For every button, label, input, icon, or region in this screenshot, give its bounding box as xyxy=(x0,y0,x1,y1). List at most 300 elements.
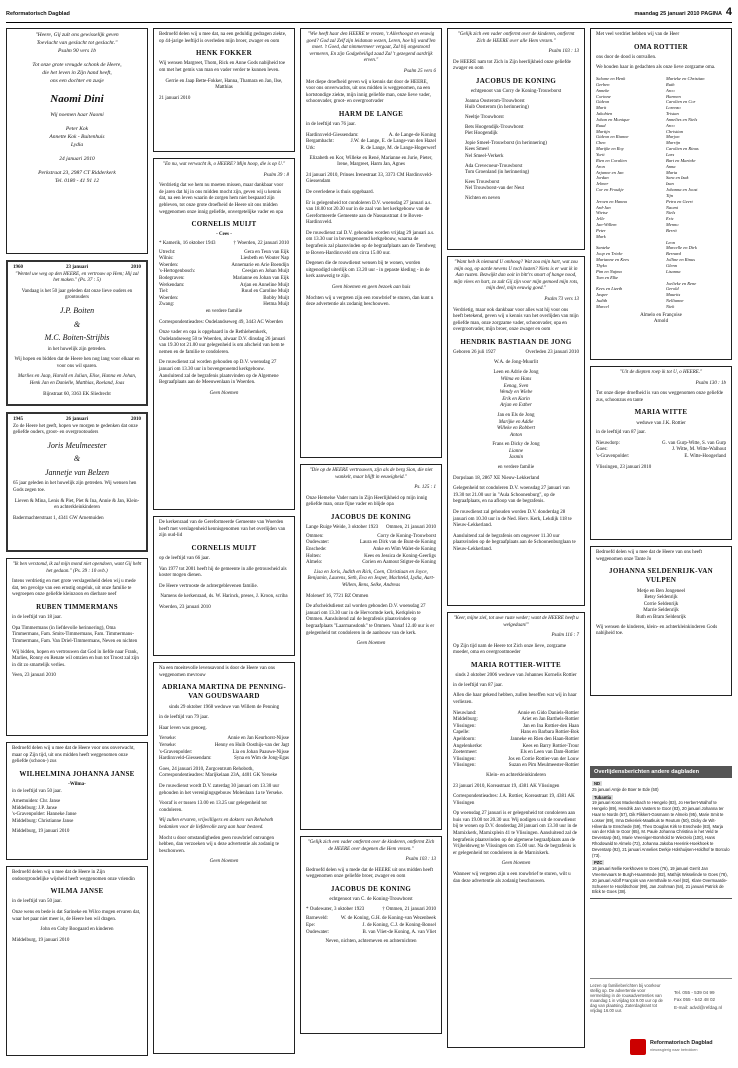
address: Badermachterstraat 1, 4341 GW Arnemuiden xyxy=(13,515,104,521)
text: De rouwdienst zal worden gehouden op D.V. woensdag 27 januari om 13.30 uur in bovengenoemd kerkgebouw. Aansluitend zal de begrafenis plaatsvinden op de Algemene Begraafplaats aan de Meeuwenlaan in Woerden. xyxy=(159,360,279,386)
text: Klein- en achterkleinkinderen xyxy=(486,772,546,778)
address: Dorpslaan 18, 2867 XE Nieuw-Lekkerland xyxy=(453,475,540,481)
grandchildren: Lisa en Joris, Judith en Rick, Coen, Christiaan en Joyce, Benjamin, Laurens, Seth, Eva en Jesper, Machteld, Lydia, Aart-Willem, Rens, Selke, Andreas xyxy=(307,569,435,588)
family-member: Metje en Ben Jongeneel xyxy=(636,588,686,594)
obituary-jacobus-de-koning-3 xyxy=(447,28,585,250)
obituary-de-penning xyxy=(153,662,295,1054)
grandchild-name: Sara en Izak xyxy=(666,175,689,181)
family-place: Zoetermeer: xyxy=(453,750,478,756)
grandchild-name: Jeroen en Hanna xyxy=(596,198,627,204)
nickname: - Cees - xyxy=(216,232,232,238)
family-member: J. Witte, M. Witte-Walhout xyxy=(671,447,726,453)
other-newspapers-panel xyxy=(590,766,732,899)
anniversary-boiten xyxy=(6,260,148,406)
death: Ommen, 21 januari 2010 xyxy=(386,525,436,531)
family-place: Hardinxveld-Giessendam: xyxy=(159,756,212,762)
address: Goes, 24 januari 2010, Zorgcentrum Rehoboth, Correspondentieadres: Marijkelaan 23A, 4401 GK Yerseke xyxy=(159,766,278,779)
email-link[interactable]: E-mail: advd@refdag.nl xyxy=(674,1004,723,1010)
verse-ref: Psalm 90 vers 1b xyxy=(57,47,97,54)
grandchild-name: Johan en Monique xyxy=(596,116,630,122)
family-member: A. de Lange-de Koning xyxy=(388,132,436,138)
paper-name: Reformatorisch Dagblad xyxy=(6,11,70,17)
family-place: Yerseke: xyxy=(159,736,177,742)
grandchild-name: Pim en Najma xyxy=(596,268,622,274)
grandchild-name: Johanna en Joost xyxy=(666,187,698,193)
grandchild-name: Arco xyxy=(666,87,675,93)
text: in de leeftijd van 50 jaar. xyxy=(12,788,62,794)
column-1 xyxy=(6,28,148,1062)
text: Vooraf is er tussen 13.00 en 13.25 uur gelegenheid tot condoleren. xyxy=(159,801,267,813)
grandchild-name: Salome en Henk xyxy=(596,76,626,82)
grandchild-name: Ruth xyxy=(666,81,675,87)
address: Molenerf 16, 7721 BZ Ommen xyxy=(306,593,369,599)
couple-name: J.P. Boiten xyxy=(59,305,95,315)
family-place: Woerden: xyxy=(159,295,179,301)
newspaper-label: ND xyxy=(594,781,601,786)
grandchild-name: Petra en Geert xyxy=(666,198,693,204)
family-place: Bergambacht: xyxy=(306,139,334,145)
family-place: Oudewater: xyxy=(306,929,330,935)
family-member: Willeke en Robbert xyxy=(496,426,536,432)
grandchild-name: Marjon xyxy=(666,134,680,140)
text: Vandaag is het 50 jaar geleden dat onze lieve ouders en grootouders xyxy=(21,288,133,301)
text: in de leeftijd van 76 jaar. xyxy=(306,122,356,128)
deceased-name: JACOBUS DE KONING xyxy=(475,76,557,85)
obituary-jacobus-de-koning-2 xyxy=(300,836,442,1034)
obituary-jacobus-de-koning xyxy=(300,464,442,830)
text: in de leeftijd van 79 jaar. xyxy=(159,715,209,721)
family-names: Marlies en Jaap, Harold en Julian, Elise, Hanna en Johan, Henk Jan en Danielle, Matthias, Roeland, Joas xyxy=(17,374,137,386)
family-names: Gerrie en Jaap Bette-Fokker, Hanna, Thamara en Jan, Ilse, Matthias xyxy=(165,78,283,91)
place-date: 21 januari 2010 xyxy=(159,95,191,101)
grandchild-name: Joelieke en Rene xyxy=(666,280,697,286)
grandchild-name: Ruud xyxy=(596,122,606,128)
text: Wanneer wij vergeten zijn u een rouwbrief te sturen, wilt u dan deze advertentie als zodanig beschouwen. xyxy=(453,872,571,884)
grandchild-name: Harmen xyxy=(666,93,681,99)
church-notice-muijt xyxy=(153,516,295,656)
grandchild-name: Martijn xyxy=(596,128,610,134)
family-member: Syna en Wim de Jong-Egas xyxy=(234,756,289,762)
obituary-wilma-janse xyxy=(6,866,148,1056)
text: Verdrietig dat we hem nu moeten missen, maar dankbaar voor de jaren dat hij in ons midden mocht zijn, geven wij u kennis dat, na een leven waarin de zorgen hem niet bespaard zijn gebleven, tot onze grote droefheid de Heere uit ons midden weggenomen onze innig geliefde, onvergetelijke vader en opa xyxy=(159,183,284,215)
family-member: Hetma Muijt xyxy=(263,302,289,308)
family-names: Opa Timmermans (in liefdevolle herinnering), Oma Timmermans, Fam. Smits-Timmermans, Fam. Timmermans-Timmermans, Fam. Van Driel-Timmermans, Neven en nichten xyxy=(12,625,138,644)
column-4 xyxy=(447,28,585,1054)
text-line: ons een dochter en zusje xyxy=(50,77,104,84)
family-place: Vlissingen: xyxy=(453,723,476,729)
text: Bedroefd delen wij u mee dat de Heere in Zijn ondoorgrondelijke wijsheid heeft weggenomen onze vriendin xyxy=(12,870,135,882)
family-place: Epe: xyxy=(306,922,316,928)
family-member: Laura en Dirk van de Bunt-de Koning xyxy=(359,540,436,546)
no-flowers: Geen bloemen xyxy=(209,859,239,865)
text: Wij wensen de kinderen, klein- en achterkleinkinderen Gods nabijheid toe. xyxy=(596,624,718,637)
text: Wij zullen ervaren, vrijwilligers en dokters van Rehoboth bedanken voor de liefdevolle zorg aan haar besteed. xyxy=(159,818,274,830)
text: Gelegenheid tot condoleren D.V. woensdag 27 januari van 19.30 tot 21.00 uur in "Aula Schoonenburg", op de begraafplaats, en na afloop van de begrafenis. xyxy=(453,486,570,505)
family-place: 's-Gravenpolder: xyxy=(596,453,630,459)
family-member: Marianne en Johan van Eijk xyxy=(232,275,289,281)
grandchild-name: Lisanna xyxy=(666,268,681,274)
family-place: Zwang: xyxy=(159,302,175,308)
family-member: Eenag, Sven xyxy=(503,383,529,389)
family-line: Middelburg: J.P. Janse xyxy=(12,805,57,811)
obituary-ruben-timmermans xyxy=(6,558,148,736)
verse: "En nu, wat verwacht ik, o HEERE? Mijn hoop, die is op U." xyxy=(162,162,286,167)
family-member: Huib Oosterom (in herinnering) xyxy=(465,105,529,111)
obituary-cornelis-muijt xyxy=(153,158,295,510)
grandchild-name: Carolien en Rinus xyxy=(666,146,699,152)
grandchild-name: Gerold xyxy=(666,286,679,292)
verse-ref: Psalm 103 : 13 xyxy=(548,49,579,55)
panel-entries: 19 januari Koos Mackenbach te Hengelo (83), Jo Herbert-Walhof te Hengelo (89), Hendrik Jan Vasters te Goor (83), 20 januari Johanna ter Haar te Nordn (57), Dik Flikkert-Gosmann te Almelo (95), Marie Smit te Losser (89), Irma Dekeriek-Maatkuis te Reutum (50), Dicky de Wit-Hilverda te Enschede (59), Theo Douglas Kirk te Enschede (83), Marja van der Klok te Goor (65), M. Paule Johanna Christina in het Veld te Deventarp (84), Marie Vreeniger-Bomhold te Wierzelo (100), Hans Rhodowald te Almelo (72), Johanna Jakoba Heerink-Hoekhoek te Deventarp (92), 21 januari Annelies Derkje Holshuijsen-Holdhof te Borculo (73). xyxy=(592,800,730,858)
logo-icon xyxy=(630,1039,646,1055)
text: sinds 29 oktober 1968 weduwe van Willem de Penning xyxy=(168,704,280,710)
family-place: Vlissingen: xyxy=(453,756,476,762)
family-member: Liesbeth en Wouter Nap xyxy=(240,256,289,262)
text: Mocht u door omstandigheden geen rouwbrief ontvangen hebben, dan verzoeken wij u deze advertentie als zodanig te beschouwen. xyxy=(159,835,279,854)
family-member: G. van Gurp-Witte, S. van Gurp xyxy=(662,440,726,446)
family-place: Werkendam: xyxy=(159,282,185,288)
family-member: Jan en Ina Rottier-den Haan xyxy=(523,723,579,729)
sibling-name: Lydia xyxy=(70,142,84,149)
family-member: Ariet en Jan Barthels-Rottier xyxy=(521,717,579,723)
family-member: Kees en Jessica de Koning-Geerligs xyxy=(364,553,436,559)
page-number: 4 xyxy=(725,6,732,18)
text: De Heere vertrooste de achtergeblevenen familie. xyxy=(159,583,259,589)
place-date: Woerden, 23 januari 2010 xyxy=(159,604,211,610)
deceased-name: CORNELIS MUIJT xyxy=(191,543,257,552)
grandchild-name: Naomi xyxy=(666,204,679,210)
grandchild-name: Kees en Lizeth xyxy=(596,286,623,292)
text: in de leeftijd van 50 jaar. xyxy=(12,899,62,905)
text: Zo de Heere het geeft, hopen we morgen te gedenken dat onze geliefde ouders, groot- en overgrootouders xyxy=(13,423,138,436)
family-member: Betsy Seldenrijk xyxy=(644,595,678,601)
anniversary-meulmeester xyxy=(6,412,148,552)
family-member: Joanna Oosterom-Trouwborst xyxy=(465,98,525,104)
text: 65 jaar geleden in het huwelijk zijn getreden. Wij wensen hen Gods zegen toe. xyxy=(13,481,137,494)
verse: "Uit de diepten roep ik tot U, o HEERE." xyxy=(619,370,703,375)
parent-name: Peter Kok xyxy=(65,126,89,133)
family-member: Anke en Wim Walet-de Koning xyxy=(372,546,436,552)
family-member: Jos en Corrie Rottier-van der Louw xyxy=(508,756,579,762)
text: De HEERE nam tot Zich in Zijn heerlijkheid onze geliefde zwager en oom xyxy=(453,59,571,72)
text: Bedroefd delen wij u mee dat, na een geduldig gedragen ziekte, op 44-jarige leeftijd is overleden mijn broer, zwager en oom xyxy=(159,32,287,44)
family-place: Barneveld: xyxy=(306,916,328,922)
grandchild-name: Marieke en Christian xyxy=(666,76,705,82)
grandchild-name: Menno xyxy=(666,222,679,228)
couple-name: Jannetje van Belzen xyxy=(45,467,109,477)
family-member: Erik en Karin xyxy=(502,396,530,402)
family-place: Capelle: xyxy=(453,730,470,736)
text: in het huwelijk zijn getreden. xyxy=(47,346,107,352)
family-place: Middelburg: xyxy=(453,717,478,723)
family-member: Kees en Barry Rottier-Trour xyxy=(522,743,579,749)
family-place: Wilnis: xyxy=(159,256,174,262)
family-member: Els en Leen van Dam-Rottier xyxy=(520,750,579,756)
family-member: W. de Koning, G.H. de Koning-van Wezenbeek xyxy=(340,916,436,922)
no-flowers: Geen bloemen xyxy=(501,861,531,867)
birth-announcement xyxy=(6,28,148,254)
family-place: Holten: xyxy=(306,553,321,559)
text: Onze wens en bede is dat Sarineke en Wilco mogen ervaren dat, waar het paar niet meer is, de Heere hen wil dragen. xyxy=(12,910,141,922)
family-place: Bodegraven: xyxy=(159,275,185,281)
spouse: W.A. de Jong-Muurlit xyxy=(494,359,538,365)
family-member: Ruth en Bram Seldenrijk xyxy=(636,615,686,621)
family-member: Ada Crevecoeur-Trouwborst xyxy=(465,163,523,169)
family-member: Leen en Adrie de Jong xyxy=(493,370,539,376)
family-member: Jasmin xyxy=(508,455,524,461)
family-member: Janneke en Rien den Haan-Rottier xyxy=(510,736,579,742)
verse: "Wie heeft haar den HEERE te vrezen, 't Allerhoogst en eeuwig goed? God zal Zelf zijn leidsman wezen, Leren, hoe hij wand'len moet. 't Goed, dat nimmermeer vergaat, Zal hij ongestoord vermeren, En zijn Godgeheiligd zaad Zal 't gezegend aardrijk erven." xyxy=(306,32,436,64)
text: in de leeftijd van 18 jaar. xyxy=(12,615,62,621)
grandchild-name: Arjanne en Jan xyxy=(596,169,624,175)
family-member: Annie en Gido Daniels-Rottier xyxy=(517,710,579,716)
grandchild-name: Marrijn xyxy=(666,140,681,146)
day: 26 januari xyxy=(65,417,89,422)
obituary-maria-rottier-witte xyxy=(447,612,585,1048)
family-place: Goes: xyxy=(596,447,608,453)
family-place: Urk: xyxy=(306,145,316,151)
deceased-name: JACOBUS DE KONING xyxy=(330,512,412,521)
grandchild-name: Arco xyxy=(666,122,675,128)
text: Onze Hemelse Vader nam in Zijn Heerlijkheid op mijn innig geliefde man, onze fijne vader en blijde opa xyxy=(306,495,428,508)
spouse: weduwe van J.K. Rottier xyxy=(636,420,686,426)
no-flowers: Geen bloemen en geen bezoek aan huis xyxy=(331,285,411,291)
newspaper-label: PZC xyxy=(594,860,603,866)
family-member: Lia en Johan Paauwe-Nijsse xyxy=(232,749,289,755)
obituary-maria-witte xyxy=(590,366,732,540)
grandchild-name: Maurits xyxy=(666,292,681,298)
text: ons door de dood is ontvallen. xyxy=(596,54,657,60)
grandchild-name: Rien en Coralien xyxy=(596,157,627,163)
grandchild-name: Lars xyxy=(666,151,675,157)
obituary-harm-de-lange xyxy=(300,28,442,458)
address: 23 januari 2010, Koreastraat 19, 4381 AK Vlissingen xyxy=(453,783,560,789)
telephone: Tel. 055 - 539 04 99 xyxy=(674,990,715,995)
family-place: Ommen: xyxy=(306,533,324,539)
grandchild-name: Marit xyxy=(596,105,607,111)
ad-text: Lezen op familieberichten bij voorkeur stellig op. De advertentie voor vermelding in de rouwadvertenties van maandag 1 in vrijdag tot 9.00 uur op de dag van plaatsing. Zaterdagkrant tot vrijdag 16.00 uur. xyxy=(590,983,663,1013)
panel-entries: 16 januari Nellie Kerkhoven te Goes (76), 19 januari Gerrit Jan Vreemevaars te Burgh-Haamstede (82), Mathijs Wisselinde te Goes (78), 20 januari Adolf François van Aremthaile te Axel (82), Klare Overmaarde-Schuerer te Hoofdschoor (99), Jan Joohman (54), 21 januari Patrick de Blick te Goes (38). xyxy=(592,866,728,895)
year: 1945 xyxy=(13,417,23,422)
logo-text: Reformatorisch Dagblad xyxy=(650,1040,713,1046)
family-place: Apeldoorn: xyxy=(453,736,476,742)
verse-ref: Psalm 25 vers 6 xyxy=(403,68,436,74)
family-list xyxy=(453,370,579,462)
no-flowers: Geen bloemen xyxy=(209,390,239,396)
family-place: Enschede: xyxy=(306,546,327,552)
grandchild-name: Izan xyxy=(666,181,674,187)
text: Op woensdag 27 januari is er gelegenheid tot condoleren aan huis van 19.00 tot 20.30 uur. Wij nodigen u uit de rouwdienst bij te wonen op D.V. donderdag 28 januari om 13.30 uur in de Marnixkerk, Marnixplein 41 te Vlissingen. Aansluitend zal de begrafenis plaatsvinden op de algemene begraafplaats aan de Vrijheidsweg te Vlissingen om 15.00 uur. Na de begrafenis is er gelegenheid tot condoleren in de Marnixkerk. xyxy=(453,811,578,856)
family-member: Corry de Koning-Trouwborst xyxy=(377,533,436,539)
correspondence-address: Correspondentieadres: Oudelandseweg 49, 3443 AC Woerden xyxy=(159,319,283,325)
correspondence-address: Correspondentieadres: J.A. Rottier, Koreastraat 19, 4381 AK Vlissingen xyxy=(453,794,575,806)
family-member: Tom Groenland (in herinnering) xyxy=(465,170,530,176)
obituary-henk-fokker xyxy=(153,28,295,152)
grandchild-name: Anna xyxy=(666,163,676,169)
family-member: B. van Vliet-de Koning, A. van Vliet xyxy=(362,929,436,935)
grandchild-name: Jan-Willem xyxy=(596,222,617,228)
deceased-name: WILMA JANSE xyxy=(50,887,104,896)
verse-ref: Psalm 103 : 13 xyxy=(405,857,436,863)
family-member: Arjan en Esther xyxy=(500,403,532,409)
text: in de leeftijd van 87 jaar. xyxy=(453,682,503,688)
fax: Fax 055 - 542 48 02 xyxy=(674,997,716,1003)
couple-name: M.C. Boiten-Strijbis xyxy=(44,333,110,343)
text: De overledene is thuis opgebaard. xyxy=(306,189,374,195)
spouse: sinds 2 oktober 2006 weduwe van Johannes Kornelis Rottier xyxy=(455,673,577,679)
family-place: 's-Gravenpolder: xyxy=(159,749,193,755)
family-member: Lianne xyxy=(509,448,523,454)
family-list xyxy=(596,589,726,622)
family-member: Kees Smeel xyxy=(465,147,489,153)
text: De rouwdienst zal D.V. gehouden worden vrijdag 29 januari a.s. om 13.30 uur in bovengenoemd kerkgebouw, waarna de begrafenis zal plaatsvinden op de begraafplaats aan de Tiendweg te Boven-Hardinxveld om circa 15.00 uur. xyxy=(306,230,436,256)
obituary-johanna-seldenrijk xyxy=(590,546,732,696)
family-member: Neeltje Trouwborst xyxy=(465,114,504,120)
grandchildren-list xyxy=(596,76,726,310)
grandchild-name: Christian xyxy=(666,128,684,134)
grandchild-name: Niels xyxy=(666,210,676,216)
deceased-name: ADRIANA MARTINA DE PENNING-VAN GOUDSWAARD xyxy=(162,683,286,701)
family-member: J.W. de Lange, E. de Lange-van den Hazel xyxy=(350,139,436,145)
verse-ref: Psalm 116 : 7 xyxy=(551,633,579,639)
column-5 xyxy=(590,28,732,702)
parent-name: Annette Kok - Buitenhuis xyxy=(49,134,105,141)
text-line: die het leven in Zijn hand heeft, xyxy=(42,69,112,76)
verse-line: Toevlucht van geslacht tot geslacht." xyxy=(36,39,118,46)
grandchild-name: Niek xyxy=(666,303,675,309)
ampersand: & xyxy=(73,454,81,464)
grandchild-name: Anneke xyxy=(596,87,610,93)
family-member: Arjan en Anneline Muijt xyxy=(239,282,289,288)
text: Wij hopen en bidden dat de Heere hen nog lang voor elkaar en voor ons wil sparen. xyxy=(14,357,140,369)
family-member: J. de Koning, C.J. de Koning-Bonsel xyxy=(362,922,436,928)
verse: "Keer, mijne ziel, tot uwe ruste weder; want de HEERE heeft u welgedaan!" xyxy=(453,616,579,628)
text: in de leeftijd van 87 jaar. xyxy=(596,430,646,436)
grandchild-name: Peter xyxy=(596,227,606,233)
text: Aansluitend zal de begrafenis om ongeveer 11.30 uur plaatsvinden op de begraafplaats aan de Schoonenburglaan te Nieuw-Lekkerland. xyxy=(453,533,576,553)
text: De afscheidsdienst zal worden gehouden D.V. woensdag 27 januari om 13.30 uur in de Hervormde kerk, Kerkplein te Ommen. Aansluitend zal de begrafenis plaatsvinden op begraafplaats "Laarmansdonk" te Ommen. Vanaf 12.40 uur is er gelegenheid tot condoleren in de aanbouw van de kerk. xyxy=(306,604,435,636)
text: Met diepe droefheid geven wij u kennis dat door de HEERE, voor ons onverwachts, uit ons midden is weggenomen, na een kortstondige ziekte, mijn innig geliefde man, onze lieve vader, schoonvader, groot- en overgrootvader xyxy=(306,79,431,105)
family-place: 's-Hertogenbosch: xyxy=(159,269,196,275)
verse-ref: Ps. 125 : 1 xyxy=(414,485,436,491)
grandchild-name: Santeke xyxy=(596,245,610,251)
signature: Namens de kerkenraad, ds. W. Harinck, preses, J. Kroon, scriba xyxy=(160,594,288,600)
place-date: Vlissingen, 23 januari 2010 xyxy=(596,464,652,470)
text: Neven, nichten, achterneven en achternichten xyxy=(325,939,417,945)
grandchild-name: Marcel xyxy=(596,303,609,309)
family-place: Utrecht: xyxy=(159,249,176,255)
grandchild-name: Cor en Froukje xyxy=(596,187,624,193)
panel-title: Overlijdensberichten andere dagbladen xyxy=(590,766,732,778)
family-rows xyxy=(159,250,289,309)
grandchild-name: Carolien en Cor xyxy=(666,99,696,105)
family-member: Marrie Seldenrijk xyxy=(643,608,679,614)
verse-ref: Psalm 39 : 8 xyxy=(263,172,289,178)
text: Wij wensen Margreet, Thom, Rick en Anne Gods nabijheid toe om met het gemis van man en vader verder te kunnen leven. xyxy=(159,61,286,74)
page-header xyxy=(6,6,732,23)
obituary-wilhelmina-janse xyxy=(6,742,148,860)
family-list xyxy=(453,99,579,203)
grandchild-name: Gideon en Rianne xyxy=(596,134,629,140)
family-member: Wilma en Hans xyxy=(500,376,532,382)
family-place: Yerseke: xyxy=(159,743,177,749)
family-member: Corrie Seldenrijk xyxy=(643,601,679,607)
deceased-name: WILHELMINA JOHANNA JANSE xyxy=(19,769,135,778)
grandchild-name: Yorit xyxy=(596,151,605,157)
family-place: Oudewater: xyxy=(306,540,330,546)
family-names: Lieven & Mina, Lenis & Piet, Piet & Ina, Annie & Jan, Klein- en achterkleinkinderen xyxy=(14,498,140,511)
deceased-name: HENDRIK BASTIAAN DE JONG xyxy=(460,337,572,346)
day: 23 januari xyxy=(65,265,89,270)
grandchild-name: Chen xyxy=(596,140,606,146)
text: We houden haar in gedachten als onze lieve zorgzame oma. xyxy=(596,65,716,71)
death: Overleden 23 januari 2010 xyxy=(525,350,579,356)
grandchild-name: Lorenzo xyxy=(666,105,681,111)
baby-name: Naomi Dini xyxy=(50,92,104,105)
grandchild-name: Jasper xyxy=(596,292,608,298)
couple-name: Joris Meulmeester xyxy=(47,440,107,450)
column-3 xyxy=(300,28,442,1040)
address: 24 januari 2010, Prinses Irenestraat 33, 3373 CM Hardinxveld-Giessendam xyxy=(306,172,433,185)
family-line: Arnemuiden: Chr. Janse xyxy=(12,799,61,805)
no-flowers: Geen bloemen xyxy=(356,641,386,647)
year: 2010 xyxy=(131,417,141,422)
grandchild-name: Tijn xyxy=(666,192,674,198)
family-member: Ruud en Caroline Muijt xyxy=(241,289,289,295)
family-member: Ceesjan en Johan Muijt xyxy=(241,269,289,275)
text: Degenen die de rouwdienst wensen bij te wonen, worden uitgenodigd uiterlijk om 13.20 uur - in gepaste kleding - in de kerk aanwezig te zijn. xyxy=(306,261,430,280)
family-place: Tiel: xyxy=(159,289,169,295)
grandchild-name: Glenn xyxy=(666,263,677,269)
deceased-name: HARM DE LANGE xyxy=(338,109,404,118)
grandchild-name: Wietse xyxy=(596,210,608,216)
page-label: PAGINA xyxy=(701,11,722,17)
year: 1960 xyxy=(13,265,23,270)
address: Perkstraat 23, 2987 CT Ridderkerk xyxy=(38,170,116,177)
deceased-name: CORNELIS MUIJT xyxy=(191,220,257,229)
birth: Lange Ruige Weide, 3 oktober 1923 xyxy=(306,525,379,531)
text-line: Tot onze grote vreugde schonk de Heere, xyxy=(32,61,122,68)
verse: "Die op de HEERE vertrouwen, zijn als de berg Sion, die niet wankelt, maar blijft in eeuwigheid." xyxy=(309,468,433,480)
family-place: Nieuwdorp: xyxy=(596,440,620,446)
family-member: Bets Hoogendijk-Trouwborst xyxy=(465,124,524,130)
family-place: Hardinxveld-Giessendam: xyxy=(306,132,359,138)
text: Onze vader en opa is opgebaard in de Rethlehemkerk, Oudelandseweg 50 te Woerden, alwaar D.V. dinsdag 26 januari van 19.30 tot 21.00 uur gelegenheid is om afscheid van hem te nemen en de familie te condoleren. xyxy=(159,330,286,355)
obituary-hendrik-bastiaan-de-jong xyxy=(447,256,585,606)
verse: "Want heb ik niemand U omhoog? Wat zou mijn hart, wat zou mijn oog, op aarde nevens U toch lusten? Niets is er wat ik in Aan rusten. Bezwijkt dan ooit in bitt'rs smart of hange nood, mijn vlees en hart, zo zult Gij zijn voor mijn gemoed mijn rots, mijn deel, mijn eeuwig goed." xyxy=(453,260,579,292)
family-member: Anton xyxy=(510,432,522,438)
newspaper-logo xyxy=(630,1037,726,1061)
telephone: Tel. 0180 - 41 91 12 xyxy=(54,178,100,185)
birth: * Oudewater, 3 oktober 1923 xyxy=(306,906,365,912)
text: Arnold xyxy=(653,319,669,325)
family-names: John en Coby Boogaard en kinderen xyxy=(40,927,114,933)
family-member: Kees Trouwborst xyxy=(465,179,500,185)
family-line: 's-Gravenpolder: Hanneke Janse xyxy=(12,812,77,818)
family-member: Piet Hoogendijk xyxy=(465,131,498,137)
grandchild-name: Eric xyxy=(666,216,674,222)
grandchild-name: Bernard xyxy=(666,251,681,257)
grandchild-name: Leon xyxy=(666,239,675,245)
family-member: Corien en Aamout Stigter-de Koning xyxy=(362,560,436,566)
verse: "Gelijk zich een vader ontfermt over de kinderen, ontfermt Zich de HEERE over degenen die Hem vrezen." xyxy=(307,840,435,852)
family-member: Nel Trouwborst-van der Neut xyxy=(465,186,525,192)
deceased-name: MARIA ROTTIER-WITTE xyxy=(471,660,561,669)
date: maandag 25 januari 2010 xyxy=(634,11,700,17)
text: Wij bidden, hopen en vertrouwen dat God in liefde naar Frank, Marlies, Ronny en Renate wil omzien en hun tot Troost zal zijn in dit zo smartelijk verlies. xyxy=(12,649,139,668)
text: Allen die haar gekend hebben, zullen beseffen wat wij in haar verliezen. xyxy=(453,693,577,705)
verse-ref: Psalm 130 : 1b xyxy=(695,380,726,386)
